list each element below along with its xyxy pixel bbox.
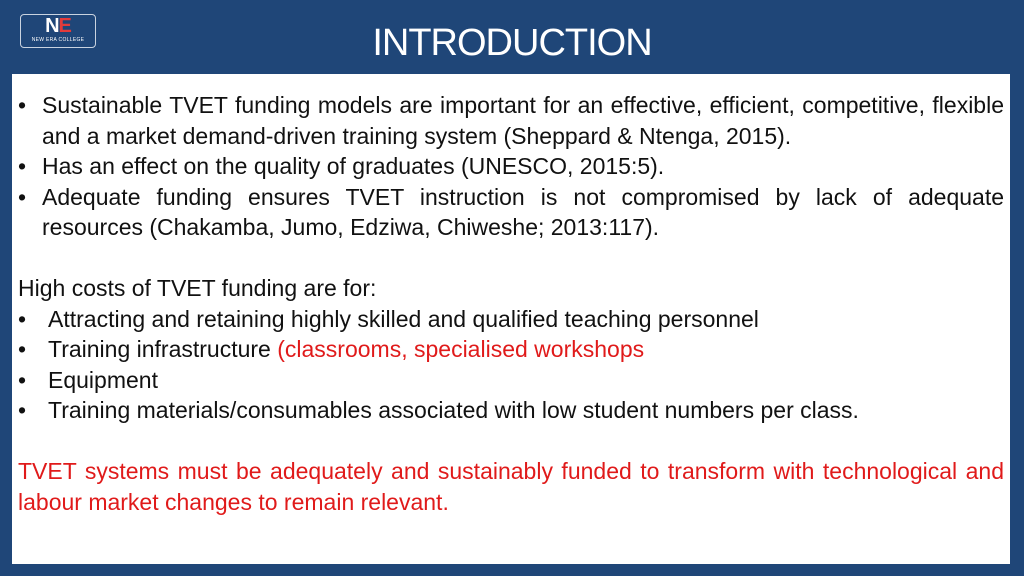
bullet-item — [18, 151, 1004, 182]
cost-item-text: Equipment — [48, 366, 158, 393]
slide-title: INTRODUCTION — [372, 22, 652, 64]
cost-item — [18, 304, 1004, 335]
cost-item-highlight: (classrooms, specialised workshops — [277, 336, 645, 362]
cost-item-text: Training infrastructure — [48, 336, 278, 362]
spacer — [18, 243, 1004, 274]
bullet-dot: • — [18, 366, 27, 393]
cost-item-text: Training materials/consumables associated with low student numbers per class. — [48, 397, 859, 423]
bullet-dot: • — [18, 92, 27, 118]
bullet-dot: • — [18, 397, 27, 423]
logo-mark: NE — [45, 15, 71, 37]
cost-item — [18, 334, 1004, 365]
high-costs-heading: High costs of TVET funding are for: — [18, 275, 377, 301]
content-panel — [12, 74, 1010, 564]
bullet-text: Has an effect on the quality of graduates (UNESCO, 2015:5). — [42, 153, 665, 179]
cost-item — [18, 395, 1004, 426]
bullet-dot: • — [18, 153, 27, 179]
bullet-dot: • — [18, 183, 27, 210]
bullet-item — [18, 90, 1004, 151]
spacer — [18, 426, 1004, 457]
conclusion-text: TVET systems must be adequately and sustainably funded to transform with technological and labour market changes to remain relevant. — [18, 458, 1004, 515]
logo-text: NEW ERA COLLEGE — [31, 37, 85, 43]
bullet-dot: • — [18, 336, 27, 362]
bullet-item — [18, 182, 1004, 243]
slide-content — [18, 90, 1004, 517]
bullet-text: Adequate funding ensures TVET instruction is not compromised by lack of adequate resources (Chakamba, Jumo, Edziwa, Chiweshe; 2013:117). — [42, 183, 1004, 240]
bullet-text: Sustainable TVET funding models are important for an effective, efficient, competitive, flexible and a market demand-driven training system (Sheppard & Ntenga, 2015). — [42, 92, 1004, 149]
bullet-dot: • — [18, 305, 27, 332]
cost-item — [18, 365, 1004, 396]
cost-item-text: Attracting and retaining highly skilled and qualified teaching personnel — [48, 305, 759, 332]
